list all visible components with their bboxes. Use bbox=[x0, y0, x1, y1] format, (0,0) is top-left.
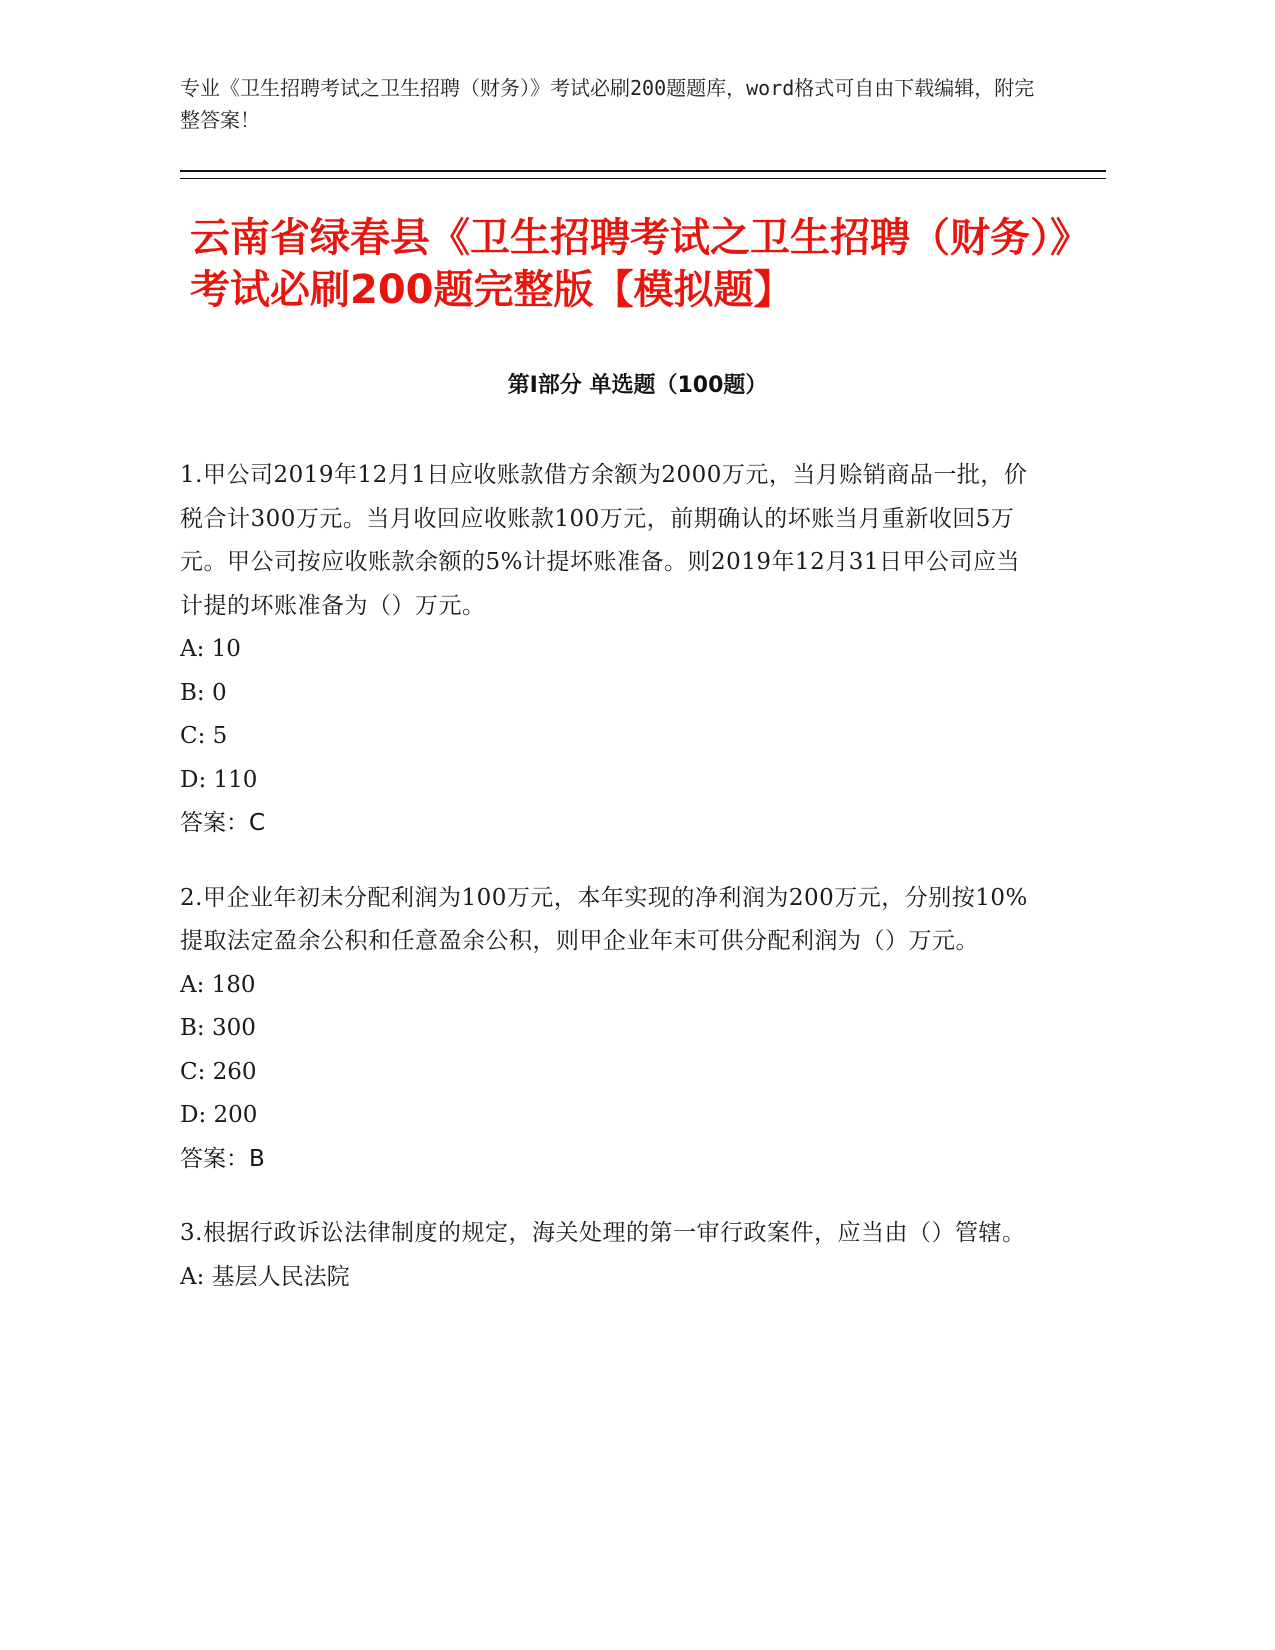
question-2 bbox=[180, 877, 1040, 1182]
document-title: 云南省绿春县《卫生招聘考试之卫生招聘（财务）》考试必刷200题完整版【模拟题】 bbox=[190, 215, 1090, 313]
option-a: A: 180 bbox=[180, 971, 256, 998]
option-d: D: 110 bbox=[180, 766, 258, 793]
question-list bbox=[180, 454, 1040, 1330]
question-stem: 1.甲公司2019年12月1日应收账款借方余额为2000万元，当月赊销商品一批，价税合计300万元。当月收回应收账款100万元，前期确认的坏账当月重新收回5万元。甲公司按应收账款余额的5%计提坏账准备。则2019年12月31日甲公司应当计提的坏账准备为（）万元。 bbox=[180, 462, 1028, 619]
header-note: 专业《卫生招聘考试之卫生招聘（财务）》考试必刷200题题库，word格式可自由下载编辑，附完整答案！ bbox=[180, 76, 1035, 132]
header-divider-thick bbox=[180, 170, 1106, 172]
option-c: C: 5 bbox=[180, 723, 228, 749]
option-d: D: 200 bbox=[180, 1102, 258, 1128]
answer: 答案：C bbox=[180, 810, 266, 836]
question-stem: 3.根据行政诉讼法律制度的规定，海关处理的第一审行政案件，应当由（）管辖。 bbox=[180, 1220, 1026, 1246]
section-title: 第I部分 单选题（100题） bbox=[507, 373, 768, 398]
header-divider-thin bbox=[180, 178, 1106, 179]
question-1 bbox=[180, 454, 1040, 846]
option-c: C: 260 bbox=[180, 1058, 257, 1085]
option-a: A: 基层人民法院 bbox=[180, 1263, 350, 1290]
option-b: B: 0 bbox=[180, 679, 227, 706]
question-3 bbox=[180, 1212, 1040, 1299]
question-stem: 2.甲企业年初未分配利润为100万元，本年实现的净利润为200万元，分别按10%提取法定盈余公积和任意盈余公积，则甲企业年末可供分配利润为（）万元。 bbox=[180, 884, 1028, 954]
option-a: A: 10 bbox=[180, 636, 241, 662]
answer: 答案：B bbox=[180, 1145, 265, 1172]
option-b: B: 300 bbox=[180, 1015, 256, 1041]
